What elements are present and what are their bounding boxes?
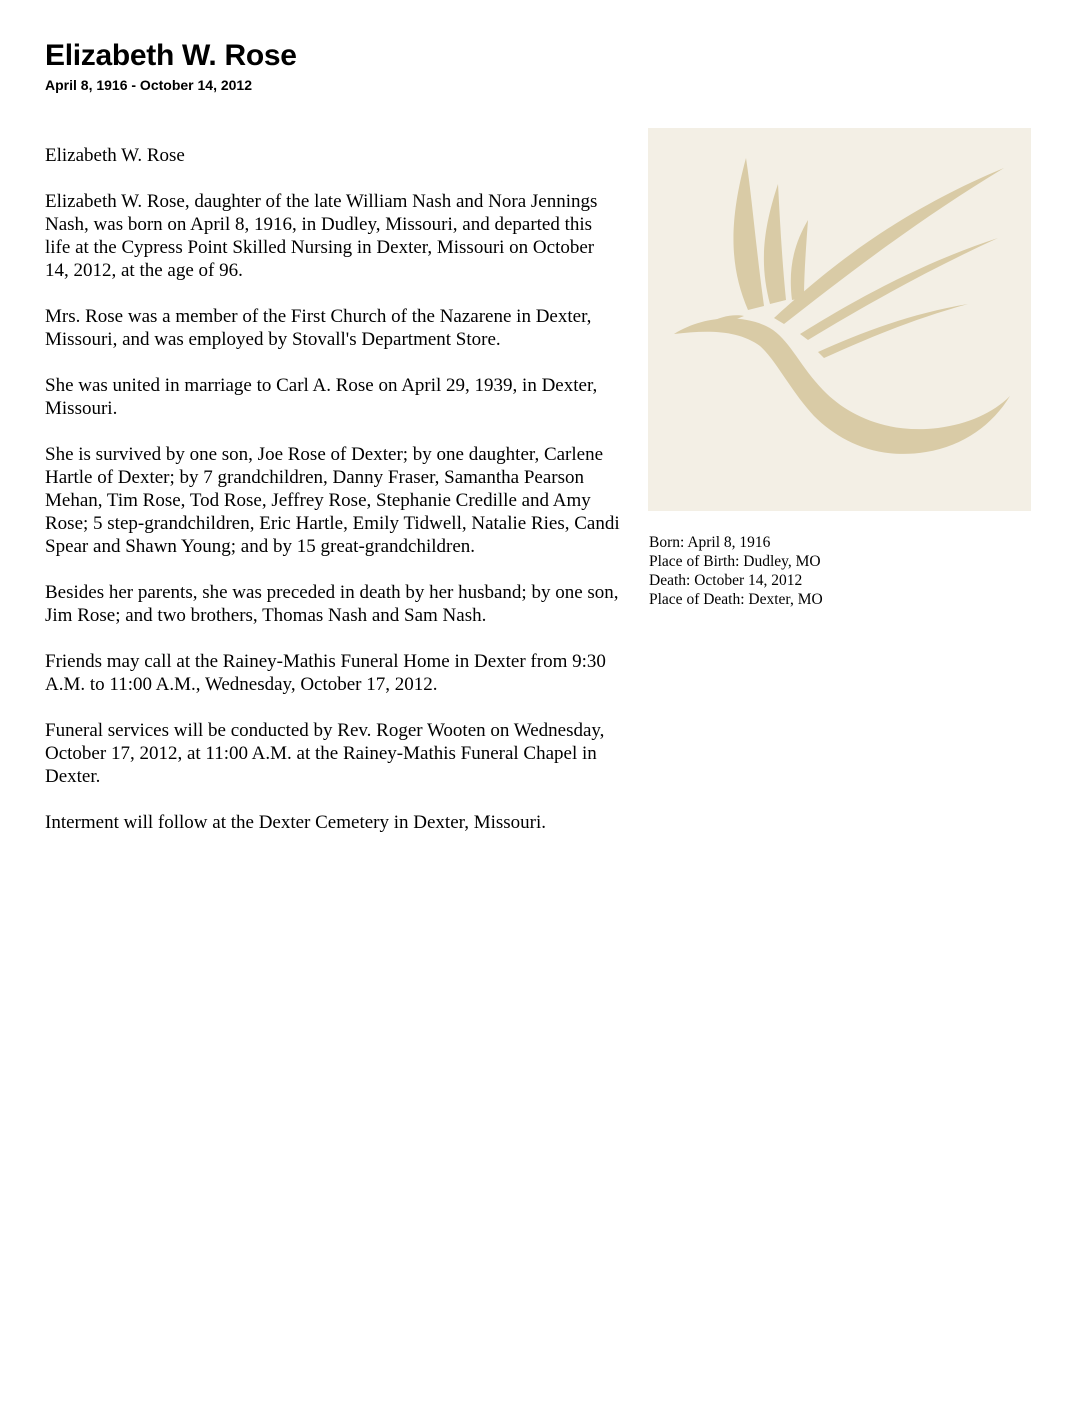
dove-icon	[648, 128, 1031, 511]
obituary-paragraph: Mrs. Rose was a member of the First Church of the Nazarene in Dexter, Missouri, and was employed by Stovall's Department Store.	[45, 306, 592, 350]
obituary-paragraph: Interment will follow at the Dexter Cemetery in Dexter, Missouri.	[45, 812, 547, 833]
obituary-paragraph: Funeral services will be conducted by Rev. Roger Wooten on Wednesday, October 17, 2012, at 11:00 A.M. at the Rainey-Mathis Funeral Chapel in Dexter.	[45, 720, 605, 787]
obituary-paragraph: Elizabeth W. Rose	[45, 145, 185, 166]
place-of-death: Place of Death: Dexter, MO	[649, 591, 823, 608]
obituary-paragraph: Elizabeth W. Rose, daughter of the late William Nash and Nora Jennings Nash, was born on April 8, 1916, in Dudley, Missouri, and departed this life at the Cypress Point Skilled Nursing in Dexter, Missouri on October 14, 2012, at the age of 96.	[45, 191, 598, 281]
memorial-image	[648, 128, 1031, 511]
obituary-paragraph: She was united in marriage to Carl A. Rose on April 29, 1939, in Dexter, Missouri.	[45, 375, 598, 419]
obituary-header	[45, 38, 297, 94]
obituary-paragraph: She is survived by one son, Joe Rose of Dexter; by one daughter, Carlene Hartle of Dexter; by 7 grandchildren, Danny Fraser, Samantha Pearson Mehan, Tim Rose, Tod Rose, Jeffrey Rose, Stephanie Credille and Amy Rose; 5 step-grandchildren, Eric Hartle, Emily Tidwell, Natalie Ries, Candi Spear and Shawn Young; and by 15 great-grandchildren.	[45, 444, 620, 557]
death-date: Death: October 14, 2012	[649, 572, 803, 589]
life-dates: April 8, 1916 - October 14, 2012	[45, 77, 252, 93]
obituary-body	[45, 144, 620, 857]
born-date: Born: April 8, 1916	[649, 534, 771, 551]
page-title: Elizabeth W. Rose	[45, 39, 297, 72]
obituary-paragraph: Besides her parents, she was preceded in death by her husband; by one son, Jim Rose; and two brothers, Thomas Nash and Sam Nash.	[45, 582, 619, 626]
place-of-birth: Place of Birth: Dudley, MO	[649, 553, 821, 570]
vital-facts	[649, 533, 823, 609]
obituary-paragraph: Friends may call at the Rainey-Mathis Funeral Home in Dexter from 9:30 A.M. to 11:00 A.M., Wednesday, October 17, 2012.	[45, 651, 606, 695]
